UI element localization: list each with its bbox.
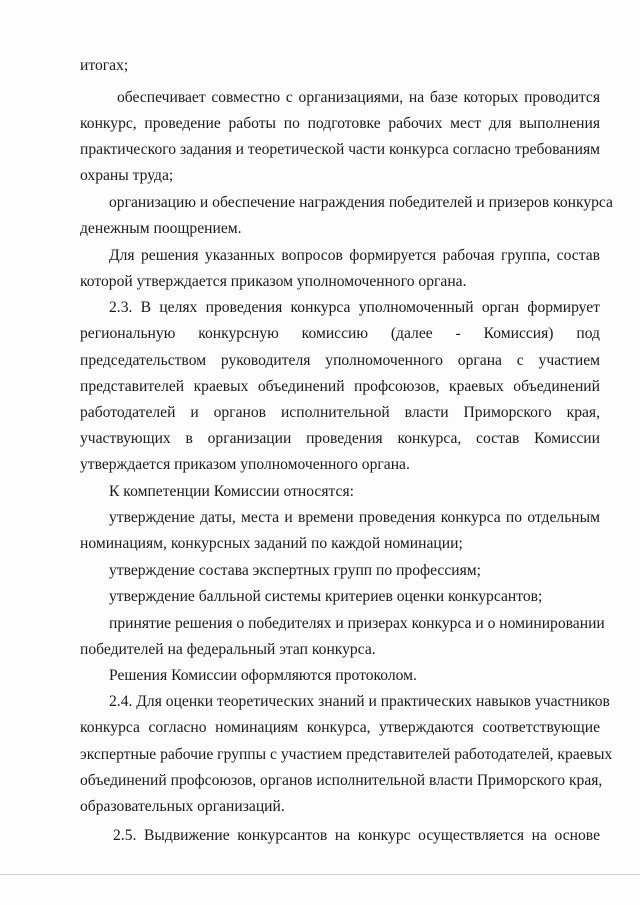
text-line: обеспечивает совместно с организациями, на базе которых проводится [117, 89, 600, 106]
text-line: утверждается приказом уполномоченного органа. [80, 456, 410, 473]
text-line: К компетенции Комиссии относятся: [109, 483, 354, 500]
text-line: денежным поощрением. [80, 220, 242, 237]
text-line: охраны труда; [80, 167, 174, 184]
text-line: председательством руководителя уполномоченного органа с участием [80, 352, 600, 369]
text-line: принятие решения о победителях и призерах конкурса и о номинировании [109, 615, 605, 632]
text-line: участвующих в организации проведения конкурса, состав Комиссии [80, 430, 600, 447]
text-line: 2.3. В целях проведения конкурса уполномоченный орган формирует [109, 299, 600, 316]
text-line: Для решения указанных вопросов формируется рабочая группа, состав [109, 247, 600, 264]
text-line: победителей на федеральный этап конкурса. [80, 641, 376, 658]
text-line: итогах; [80, 57, 129, 74]
text-line: практического задания и теоретической части конкурса согласно требованиям [80, 141, 600, 158]
text-line: представителей краевых объединений профсоюзов, краевых объединений [80, 378, 600, 395]
text-line: 2.5. Выдвижение конкурсантов на конкурс осуществляется на основе [113, 827, 600, 844]
text-line: конкурс, проведение работы по подготовке рабочих мест для выполнения [80, 115, 600, 132]
text-line: которой утверждается приказом уполномоченного органа. [80, 273, 467, 290]
text-line: утверждение состава экспертных групп по профессиям; [109, 562, 481, 579]
text-line: номинациям, конкурсных заданий по каждой номинации; [80, 535, 463, 552]
text-line: работодателей и органов исполнительной власти Приморского края, [80, 404, 600, 421]
text-line: конкурса согласно номинациям конкурса, утверждаются соответствующие [80, 719, 600, 736]
text-line: Решения Комиссии оформляются протоколом. [109, 667, 417, 684]
text-line: утверждение балльной системы критериев оценки конкурсантов; [109, 588, 543, 605]
text-line: 2.4. Для оценки теоретических знаний и практических навыков участников [109, 693, 610, 710]
text-line: организацию и обеспечение награждения победителей и призеров конкурса [109, 194, 613, 211]
page-edge-divider [0, 874, 640, 875]
text-line: образовательных организаций. [80, 798, 285, 815]
text-line: объединений профсоюзов, органов исполнительной власти Приморского края, [80, 772, 603, 789]
text-line: экспертные рабочие группы с участием представителей работодателей, краевых [80, 746, 613, 763]
text-line: утверждение даты, места и времени проведения конкурса по отдельным [109, 509, 600, 526]
text-line: региональную конкурсную комиссию (далее - Комиссия) под [80, 325, 600, 342]
